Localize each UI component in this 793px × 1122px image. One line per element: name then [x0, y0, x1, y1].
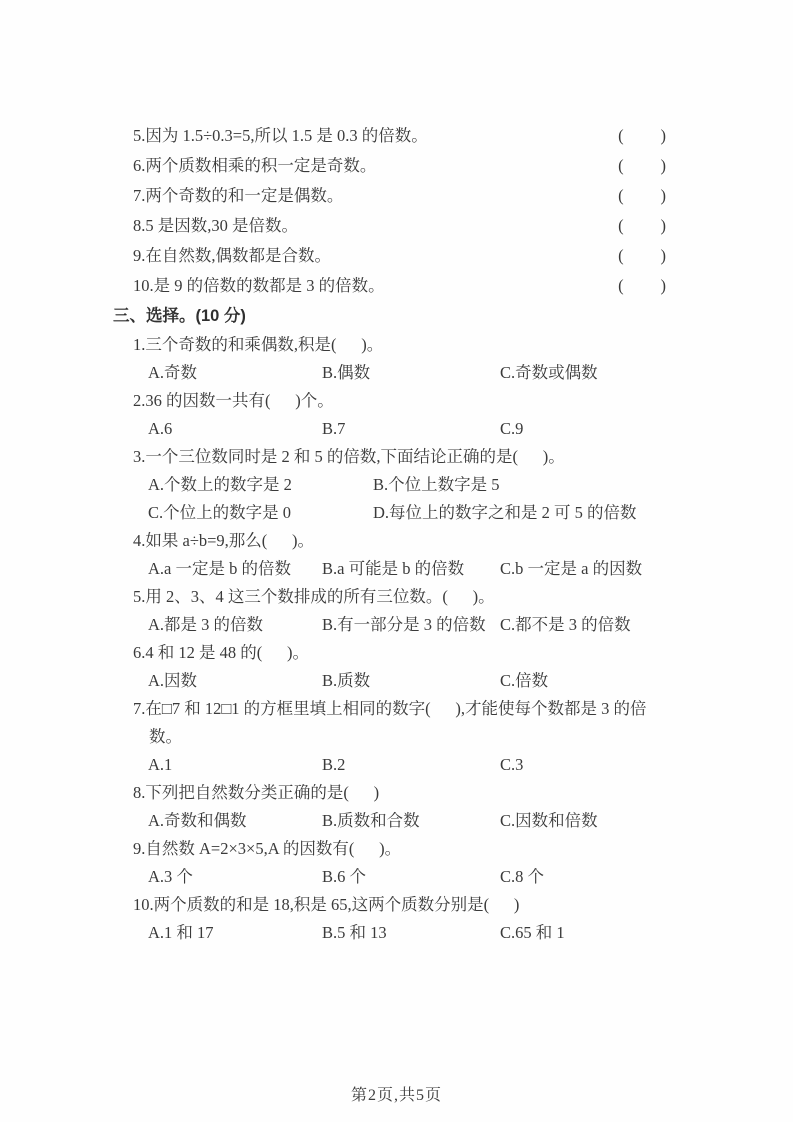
question-1 — [113, 331, 667, 387]
answer-bracket: ( ) — [618, 246, 667, 265]
option-b: B.有一部分是 3 的倍数 — [322, 615, 486, 634]
option-a: A.1 和 17 — [148, 923, 214, 942]
option-a: A.a 一定是 b 的倍数 — [148, 559, 291, 578]
question-stem: 8.下列把自然数分类正确的是( ) — [133, 783, 380, 802]
question-stem: 2.36 的因数一共有( )个。 — [133, 391, 334, 410]
question-stem: 7.在□7 和 12□1 的方框里填上相同的数字( ),才能使每个数都是 3 的倍数。 — [133, 699, 647, 746]
option-b: B.偶数 — [322, 363, 371, 382]
question-4 — [113, 527, 667, 583]
option-b: B.质数 — [322, 671, 371, 690]
statement-text: 5.因为 1.5÷0.3=5,所以 1.5 是 0.3 的倍数。 — [133, 126, 428, 145]
question-6 — [113, 639, 667, 695]
option-c: C.奇数或偶数 — [500, 363, 598, 382]
option-a: A.个数上的数字是 2 — [148, 475, 292, 494]
answer-bracket: ( ) — [618, 216, 667, 235]
option-b: B.7 — [322, 419, 346, 438]
options-row — [148, 667, 667, 695]
answer-bracket: ( ) — [618, 276, 667, 295]
options-row — [148, 807, 667, 835]
option-c: C.9 — [500, 419, 524, 438]
statement-text: 8.5 是因数,30 是倍数。 — [133, 216, 298, 235]
option-a: A.3 个 — [148, 867, 193, 886]
option-a: A.因数 — [148, 671, 198, 690]
option-a: A.都是 3 的倍数 — [148, 615, 264, 634]
option-c: C.个位上的数字是 0 — [148, 503, 292, 522]
option-b: B.2 — [322, 755, 346, 774]
question-2 — [113, 387, 667, 443]
option-a: A.6 — [148, 419, 173, 438]
option-c: C.倍数 — [500, 671, 549, 690]
question-stem: 4.如果 a÷b=9,那么( )。 — [133, 531, 315, 550]
true-false-section — [113, 121, 667, 301]
question-stem: 6.4 和 12 是 48 的( )。 — [133, 643, 309, 662]
multiple-choice-section — [113, 331, 667, 947]
answer-bracket: ( ) — [618, 156, 667, 175]
options-row — [148, 555, 667, 583]
true-false-item-7 — [113, 181, 667, 211]
options-row — [148, 611, 667, 639]
option-b: B.质数和合数 — [322, 811, 420, 830]
question-9 — [113, 835, 667, 891]
option-b: B.a 可能是 b 的倍数 — [322, 559, 465, 578]
statement-text: 10.是 9 的倍数的数都是 3 的倍数。 — [133, 276, 385, 295]
true-false-item-10 — [113, 271, 667, 301]
option-b: B.6 个 — [322, 867, 367, 886]
options-row — [148, 471, 667, 527]
option-a: A.1 — [148, 755, 173, 774]
option-a: A.奇数和偶数 — [148, 811, 247, 830]
option-c: C.3 — [500, 755, 524, 774]
question-7 — [113, 695, 667, 779]
section-title: 三、选择。(10 分) — [113, 307, 246, 325]
question-stem: 3.一个三位数同时是 2 和 5 的倍数,下面结论正确的是( )。 — [133, 447, 565, 466]
page-number: 第2页,共5页 — [350, 1087, 442, 1104]
option-c: C.因数和倍数 — [500, 811, 598, 830]
question-10 — [113, 891, 667, 947]
option-c: C.都不是 3 的倍数 — [500, 615, 631, 634]
question-stem: 5.用 2、3、4 这三个数排成的所有三位数。( )。 — [133, 587, 495, 606]
option-c: C.8 个 — [500, 867, 545, 886]
option-d: D.每位上的数字之和是 2 可 5 的倍数 — [373, 503, 637, 522]
true-false-item-8 — [113, 211, 667, 241]
options-row — [148, 359, 667, 387]
statement-text: 7.两个奇数的和一定是偶数。 — [133, 186, 344, 205]
option-c: C.b 一定是 a 的因数 — [500, 559, 643, 578]
answer-bracket: ( ) — [618, 126, 667, 145]
option-b: B.5 和 13 — [322, 923, 387, 942]
answer-bracket: ( ) — [618, 186, 667, 205]
true-false-item-5 — [113, 121, 667, 151]
question-stem: 9.自然数 A=2×3×5,A 的因数有( )。 — [133, 839, 402, 858]
options-row — [148, 863, 667, 891]
question-stem: 10.两个质数的和是 18,积是 65,这两个质数分别是( ) — [133, 895, 520, 914]
question-3 — [113, 443, 667, 527]
option-a: A.奇数 — [148, 363, 198, 382]
true-false-item-6 — [113, 151, 667, 181]
option-c: C.65 和 1 — [500, 923, 565, 942]
true-false-item-9 — [113, 241, 667, 271]
question-5 — [113, 583, 667, 639]
options-row — [148, 415, 667, 443]
statement-text: 9.在自然数,偶数都是合数。 — [133, 246, 331, 265]
statement-text: 6.两个质数相乘的积一定是奇数。 — [133, 156, 377, 175]
question-8 — [113, 779, 667, 835]
options-row — [148, 919, 667, 947]
option-b: B.个位上数字是 5 — [373, 475, 500, 494]
question-stem: 1.三个奇数的和乘偶数,积是( )。 — [133, 335, 384, 354]
options-row — [148, 751, 667, 779]
